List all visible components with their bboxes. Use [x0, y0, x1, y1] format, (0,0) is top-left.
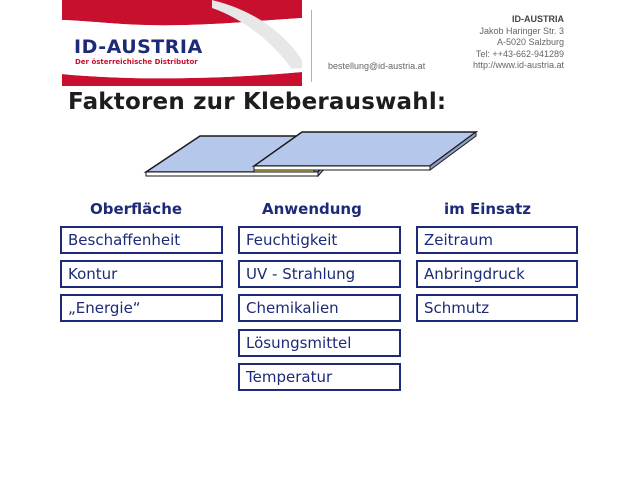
- slide-title: Faktoren zur Kleberauswahl:: [68, 89, 447, 115]
- header: [0, 0, 638, 88]
- column-heading-im-einsatz: im Einsatz: [444, 200, 532, 218]
- order-email: bestellung@id-austria.at: [328, 61, 426, 71]
- company-address: [473, 14, 564, 72]
- logo-subtitle: Der österreichische Distributor: [75, 58, 198, 66]
- factor-box: Schmutz: [416, 294, 578, 322]
- factor-box: Feuchtigkeit: [238, 226, 401, 254]
- column-heading-anwendung: Anwendung: [262, 200, 362, 218]
- factor-box: Zeitraum: [416, 226, 578, 254]
- address-phone: Tel: ++43-662-941289: [475, 48, 564, 59]
- logo-title: ID-AUSTRIA: [74, 36, 203, 58]
- factor-box: Chemikalien: [238, 294, 401, 322]
- address-web: http://www.id-austria.at: [472, 60, 564, 71]
- factor-box: Lösungsmittel: [238, 329, 401, 357]
- factor-box: Anbringdruck: [416, 260, 578, 288]
- factor-box: Beschaffenheit: [60, 226, 223, 254]
- address-city: A-5020 Salzburg: [496, 37, 564, 48]
- bonded-plates-illustration: [140, 128, 480, 190]
- column-heading-oberflaeche: Oberfläche: [90, 200, 183, 218]
- address-company: ID-AUSTRIA: [512, 14, 564, 24]
- header-divider: [311, 10, 312, 82]
- factor-box: Temperatur: [238, 363, 401, 391]
- factor-box: „Energie“: [60, 294, 223, 322]
- id-austria-logo: [62, 0, 302, 86]
- factor-box: UV - Strahlung: [238, 260, 401, 288]
- factor-box: Kontur: [60, 260, 223, 288]
- address-street: Jakob Haringer Str. 3: [479, 25, 564, 36]
